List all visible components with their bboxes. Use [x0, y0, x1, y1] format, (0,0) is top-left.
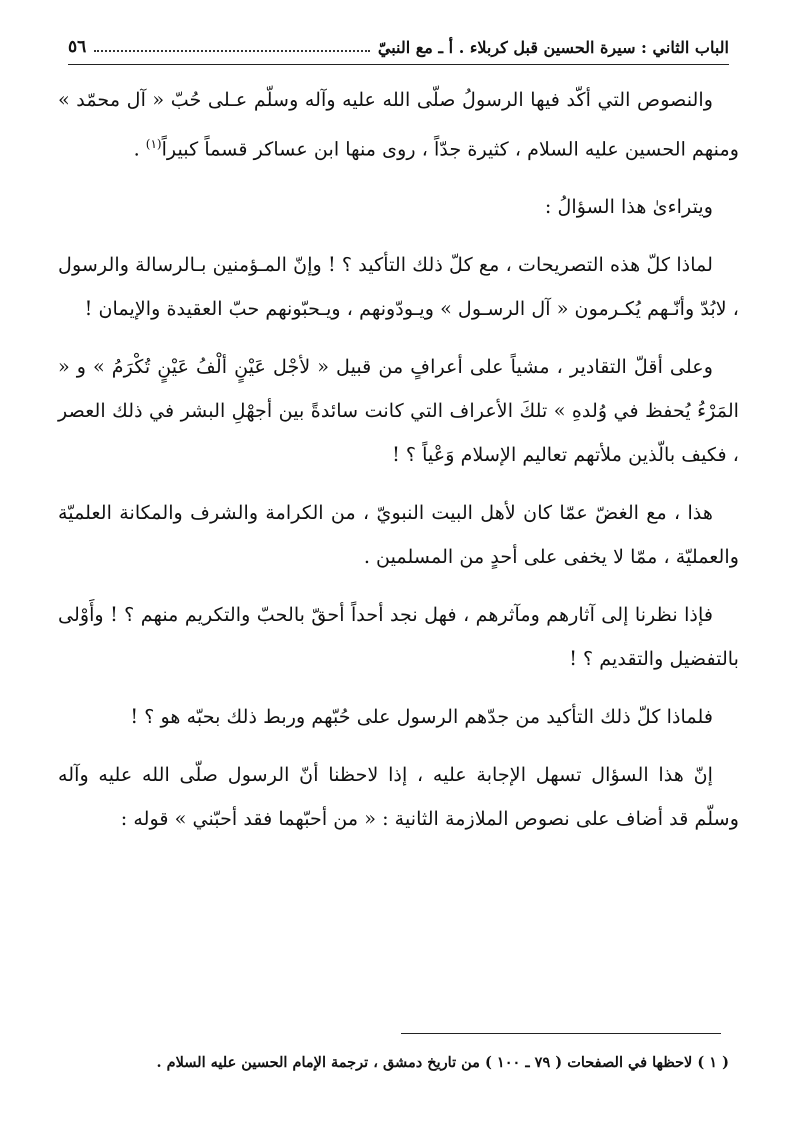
page-header [68, 30, 729, 65]
footnote-ref: (١) [145, 137, 162, 151]
header-dot-leader [94, 50, 370, 52]
running-title: الباب الثاني : سيرة الحسين قبل كربلاء . أ ـ مع النبيّ [377, 37, 729, 57]
footnote: ( ١ ) لاحظها في الصفحات ( ٧٩ ـ ١٠٠ ) من تاريخ دمشق ، ترجمة الإمام الحسين عليه السلام . [156, 1054, 729, 1071]
paragraph-1 [58, 78, 739, 171]
footnote-separator [401, 1033, 721, 1034]
page-body [58, 78, 739, 855]
header-title-group [378, 38, 729, 57]
paragraph-1-text: والنصوص التي أكّد فيها الرسولُ صلّى الله عليه وآله وسلّم عـلى حُبّ « آل محمّد » ومنهم الحسين عليه السلام ، كثيرة جدّاً ، روى منها ابن عساكر قسماً كبيراً [58, 88, 739, 161]
paragraph-6: فإذا نظرنا إلى آثارهم ومآثرهم ، فهل نجد أحداً أحقّ بالحبّ والتكريم منهم ؟ ! وأَوْلى بالتفضيل والتقديم ؟ ! [58, 603, 739, 671]
paragraph-4: وعلى أقلّ التقادير ، مشياً على أعرافٍ من قبيل « لأجْل عَيْنٍ ألْفُ عَيْنٍ تُكْرَمُ » و « المَرْءُ يُحفظ في وُلدهِ » تلكَ الأعراف التي كانت سائدةً بين أجهْلِ البشر في ذلك العصر ، فكيف بالّذين ملأتهم تعاليم الإسلام وَعْياً ؟ ! [58, 355, 739, 467]
paragraph-8: إنّ هذا السؤال تسهل الإجابة عليه ، إذا لاحظنا أنّ الرسول صلّى الله عليه وآله وسلّم قد أضاف على نصوص الملازمة الثانية : « من أحبّهما فقد أحبّني » قوله : [58, 763, 739, 831]
paragraph-2: ويتراءىٰ هذا السؤالُ : [544, 195, 713, 219]
paragraph-3: لماذا كلّ هذه التصريحات ، مع كلّ ذلك التأكيد ؟ ! وإنّ المـؤمنين بـالرسالة والرسول ، لابُدّ وأنّـهم يُكـرمون « آل الرسـول » ويـودّونهم ، ويـحبّونهم حبّ العقيدة والإيمان ! [58, 253, 739, 321]
paragraph-7: فلماذا كلّ ذلك التأكيد من جدّهم الرسول على حُبّهم وربط ذلك بحبّه هو ؟ ! [130, 705, 713, 729]
page-number: ٥٦ [68, 37, 87, 57]
paragraph-1-end: . [133, 137, 146, 161]
paragraph-5: هذا ، مع الغضّ عمّا كان لأهل البيت النبويّ ، من الكرامة والشرف والمكانة العلميّة والعمليّة ، ممّا لا يخفى على أحدٍ من المسلمين . [58, 501, 739, 569]
